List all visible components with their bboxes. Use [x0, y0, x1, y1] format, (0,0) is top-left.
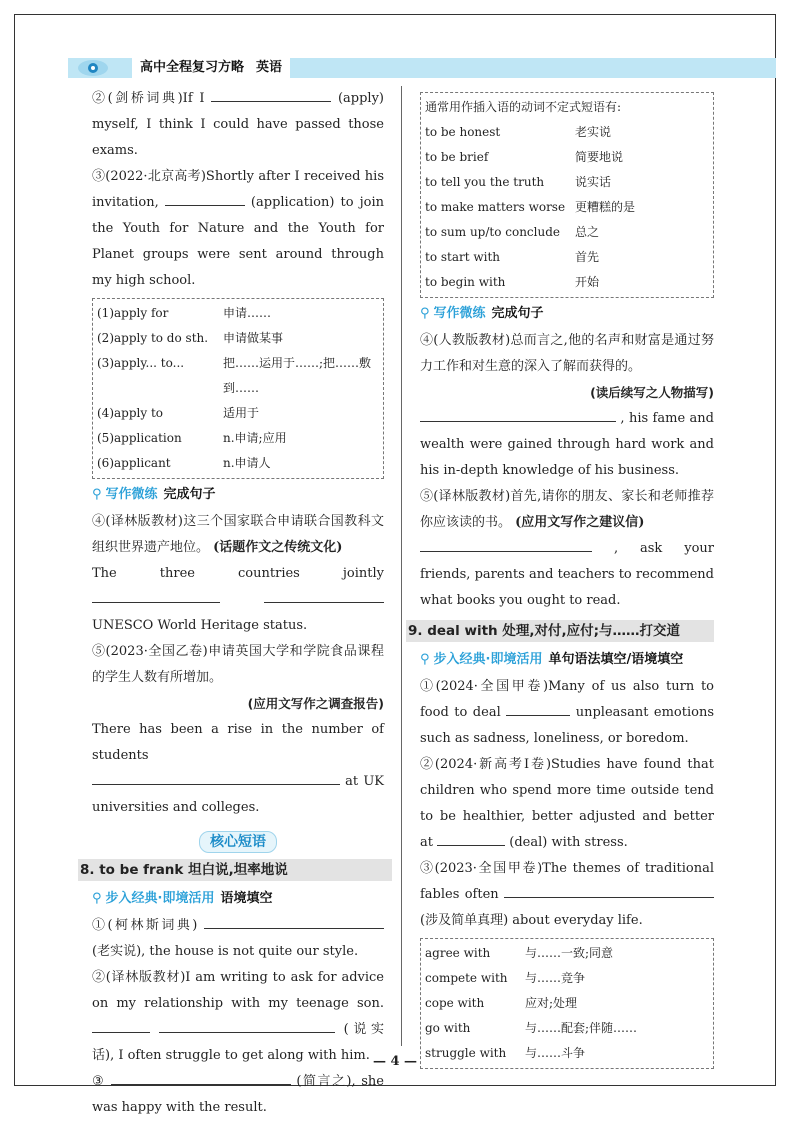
answer-blank[interactable]	[92, 588, 220, 603]
usage-row	[97, 426, 379, 451]
item-5-answer	[92, 717, 384, 821]
phrase-en: to begin with	[425, 275, 506, 289]
usage-row	[97, 326, 379, 351]
text: The three countries jointly	[92, 566, 384, 581]
phrase-en: go with	[425, 1021, 471, 1035]
deal-item-1	[420, 674, 714, 752]
usage-en: (2)apply to do sth.	[97, 331, 209, 345]
location-pin-icon: ⚲	[92, 487, 102, 502]
apply-usage-box	[92, 298, 384, 479]
logo-icon	[76, 57, 110, 79]
phrase-zh: 应对;处理	[525, 996, 578, 1010]
banner-text: 核心短语	[199, 831, 277, 853]
topic-tag: (应用文写作之建议信)	[515, 515, 645, 530]
usage-zh: 申请……	[223, 306, 272, 320]
usage-zh: 申请做某事	[223, 331, 284, 345]
text: (apply)	[337, 91, 385, 106]
usage-en: (1)apply for	[97, 306, 169, 320]
section-label	[92, 483, 384, 507]
phrase-zh: 简要地说	[575, 150, 624, 164]
phrase-item-3	[92, 1069, 384, 1121]
text: ②(剑桥词典)If I	[92, 91, 205, 106]
phrase-en: to sum up/to conclude	[425, 225, 560, 239]
usage-en: (3)apply... to...	[97, 356, 185, 370]
item-4	[420, 328, 714, 380]
usage-row	[97, 351, 379, 401]
text: parents and teachers to recommend what books you ought to read.	[420, 567, 714, 608]
item-2	[92, 86, 384, 164]
phrase-en: to make matters worse	[425, 200, 566, 214]
answer-blank[interactable]	[159, 1018, 335, 1033]
text: UNESCO World Heritage status.	[92, 618, 308, 633]
item-5	[420, 484, 714, 536]
item-4-answer	[420, 406, 714, 484]
text: universities and colleges.	[92, 800, 260, 815]
phrase-zh: 与……斗争	[525, 1046, 586, 1060]
text: (涉及简单真理) about everyday life.	[420, 913, 643, 928]
usage-en: (6)applicant	[97, 456, 171, 470]
text: ⑤(2023·全国乙卷)申请英国大学和学院食品课程的学生人数有所增加。	[92, 644, 384, 685]
section-tag: 写作微练	[105, 487, 158, 502]
deal-item-3	[420, 856, 714, 934]
subject-label: 英语	[256, 60, 283, 75]
section-title: 完成句子	[163, 487, 216, 502]
phrase-zh: 与……一致;同意	[525, 946, 614, 960]
phrase-item-1	[92, 913, 384, 965]
phrase-row	[425, 120, 709, 145]
text: ④(人教版教材)总而言之,他的名声和财富是通过努力工作和对生意的深入了解而获得的。	[420, 333, 714, 374]
phrase-en: compete with	[425, 971, 508, 985]
topic-tag: (应用文写作之调查报告)	[247, 696, 384, 711]
usage-en: (4)apply to	[97, 406, 163, 420]
text: myself, I think I could have passed those exams.	[92, 117, 384, 158]
phrase-heading: 9. deal with 处理,对付,应付;与……打交道	[406, 620, 714, 642]
item-5	[92, 639, 384, 691]
item-4-answer	[92, 561, 384, 639]
deal-item-2	[420, 752, 714, 856]
phrase-row	[425, 966, 709, 991]
answer-blank[interactable]	[264, 588, 384, 603]
answer-blank[interactable]	[420, 407, 616, 422]
usage-row	[97, 301, 379, 326]
text: (application) to join the Youth for Nature and the Youth for Planet groups were sent around through my high school.	[92, 195, 384, 288]
usage-zh: 把……运用于……;把……敷到……	[223, 356, 372, 395]
phrase-heading: 8. to be frank 坦白说,坦率地说	[78, 859, 392, 881]
with-phrases-box	[420, 938, 714, 1069]
core-phrases-banner	[92, 831, 384, 853]
phrase-zh: 说实话	[575, 175, 612, 189]
phrase-zh: 老实说	[575, 125, 612, 139]
location-pin-icon: ⚲	[420, 652, 430, 667]
text: ③(2023·全国甲卷)The themes of traditional fables often	[420, 861, 714, 902]
item-4	[92, 509, 384, 561]
phrase-zh: 与……配套;伴随……	[525, 1021, 638, 1035]
phrase-zh: 总之	[575, 225, 600, 239]
answer-blank[interactable]	[504, 883, 714, 898]
text: ①(2024·全国甲卷)Many of us also turn to food to deal	[420, 679, 714, 720]
text: at UK	[345, 774, 384, 789]
phrase-en: struggle with	[425, 1046, 507, 1060]
right-column	[408, 86, 715, 1073]
box-title	[425, 95, 709, 120]
text: ③	[92, 1074, 106, 1089]
usage-zh: 适用于	[223, 406, 260, 420]
section-label	[420, 648, 714, 672]
text: There has been a rise in the number of students	[92, 722, 384, 763]
answer-blank[interactable]	[92, 770, 340, 785]
phrase-row	[425, 170, 709, 195]
text: ⑤(译林版教材)首先,请你的朋友、家长和老师推荐你应该读的书。	[420, 489, 714, 530]
phrase-row	[425, 941, 709, 966]
header-title	[132, 58, 290, 78]
text: (说实话), I often struggle to get along with him.	[92, 1022, 384, 1063]
text: ②(2024·新高考Ⅰ卷)Studies have found that children who spend more time outside tend to be healthier, better adjusted and better at	[420, 757, 714, 850]
answer-blank[interactable]	[420, 537, 592, 552]
phrase-zh: 开始	[575, 275, 600, 289]
usage-zh: n.申请;应用	[223, 431, 287, 445]
text: ④(译林版教材)这三个国家联合申请联合国教科文组织世界遗产地位。	[92, 514, 384, 555]
column-divider	[401, 86, 402, 1046]
location-pin-icon: ⚲	[92, 891, 102, 906]
section-tag: 步入经典·即境活用	[105, 891, 215, 906]
topic-tag: (话题作文之传统文化)	[213, 540, 343, 555]
usage-row	[97, 401, 379, 426]
section-title: 语境填空	[220, 891, 273, 906]
usage-en: (5)application	[97, 431, 182, 445]
phrase-en: agree with	[425, 946, 491, 960]
item-3	[92, 164, 384, 294]
answer-blank[interactable]	[506, 701, 570, 716]
answer-blank[interactable]	[204, 914, 384, 929]
phrase-row	[425, 145, 709, 170]
page-number: — 4 —	[372, 1054, 418, 1069]
answer-blank[interactable]	[111, 1070, 291, 1085]
left-column	[80, 86, 385, 1121]
topic-tag: (读后续写之人物描写)	[590, 385, 714, 400]
text: ②(译林版教材)I am writing to ask for advice on my relationship with my teenage son.	[92, 970, 384, 1011]
phrase-row	[425, 245, 709, 270]
text: , his fame and	[620, 411, 714, 426]
section-label	[420, 302, 714, 326]
text: (deal) with stress.	[509, 835, 628, 850]
section-label	[92, 887, 384, 911]
phrase-en: to be brief	[425, 150, 489, 164]
text: unpleasant emotions such as sadness, loneliness, or boredom.	[420, 705, 715, 746]
text: ③(2022·北京高考)Shortly after I received his invitation,	[92, 169, 384, 210]
location-pin-icon: ⚲	[420, 306, 430, 321]
answer-blank[interactable]	[92, 1018, 150, 1033]
phrase-zh: 更糟糕的是	[575, 200, 636, 214]
answer-blank[interactable]	[211, 87, 331, 102]
phrase-row	[425, 1016, 709, 1041]
section-title: 完成句子	[491, 306, 544, 321]
infinitive-phrases-box	[420, 92, 714, 298]
phrase-zh: 与……竞争	[525, 971, 586, 985]
text: wealth were gained through hard work and his in-depth knowledge of his business.	[420, 437, 714, 478]
text: (老实说), the house is not quite our style.	[92, 944, 359, 959]
phrase-row	[425, 270, 709, 295]
phrase-en: to be honest	[425, 125, 501, 139]
text: (简言之), she was happy with the result.	[92, 1074, 384, 1115]
phrase-en: cope with	[425, 996, 485, 1010]
phrase-row	[425, 220, 709, 245]
text: ①(柯林斯词典)	[92, 918, 198, 933]
phrase-row	[425, 991, 709, 1016]
section-tag: 步入经典·即境活用	[433, 652, 543, 667]
text: , ask your friends,	[420, 541, 714, 582]
item-5-answer	[420, 536, 714, 614]
answer-blank[interactable]	[165, 191, 245, 206]
usage-zh: n.申请人	[223, 456, 271, 470]
phrase-zh: 首先	[575, 250, 600, 264]
phrase-en: to start with	[425, 250, 501, 264]
section-title: 单句语法填空/语境填空	[548, 652, 684, 667]
usage-row	[97, 451, 379, 476]
book-title: 高中全程复习方略	[140, 60, 245, 75]
answer-blank[interactable]	[437, 831, 505, 846]
phrase-row	[425, 195, 709, 220]
section-tag: 写作微练	[433, 306, 486, 321]
box-title-text: 通常用作插入语的动词不定式短语有:	[425, 100, 622, 114]
phrase-en: to tell you the truth	[425, 175, 545, 189]
